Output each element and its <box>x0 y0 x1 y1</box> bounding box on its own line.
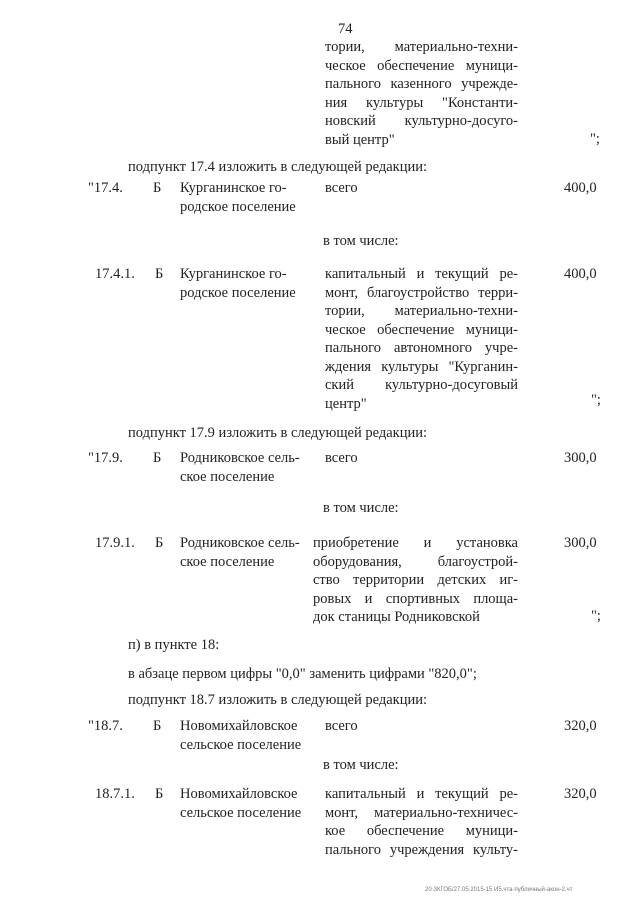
purpose-line: ство территории детских иг- <box>313 572 518 588</box>
purpose-line: монт, материально-техничес- <box>325 804 518 821</box>
item-p: п) в пункте 18: <box>128 637 220 653</box>
row-17-9-1-number: 17.9.1. <box>95 535 135 551</box>
row-18-7-number: "18.7. <box>88 718 123 734</box>
purpose-line: центр" <box>325 395 367 412</box>
row-17-9-number: "17.9. <box>88 450 123 466</box>
name-line: Новомихайловское <box>180 718 298 734</box>
instruction-17-4: подпункт 17.4 изложить в следующей редакции: <box>128 159 428 175</box>
row-18-7-purpose: всего <box>325 718 358 734</box>
row-17-4-1-category: Б <box>155 266 164 282</box>
name-line: Новомихайловское <box>180 786 298 802</box>
name-line: ское поселение <box>180 468 275 485</box>
purpose-line: пального автономного учре- <box>325 340 518 356</box>
purpose-line: пального учреждения культу- <box>325 841 518 858</box>
row-18-7-1-purpose <box>325 785 518 859</box>
purpose-line: капитальный и текущий ре- <box>325 786 518 802</box>
row-18-7-1-name <box>180 785 301 822</box>
purpose-line: ческое обеспечение муници- <box>325 321 518 338</box>
row-18-7-1-number: 18.7.1. <box>95 786 135 802</box>
row-17-4-name <box>180 179 296 216</box>
row-18-7-name <box>180 717 301 754</box>
row-17-9-purpose: всего <box>325 450 358 466</box>
name-line: сельское поселение <box>180 736 302 753</box>
instruction-18-7: подпункт 18.7 изложить в следующей редакции: <box>128 692 428 708</box>
row-18-7-category: Б <box>153 718 162 734</box>
including-label-3: в том числе: <box>323 757 399 773</box>
purpose-line: капитальный и текущий ре- <box>325 266 518 282</box>
row-17-9-1-amount: 300,0 <box>564 535 597 551</box>
row-17-4-1-name <box>180 265 296 302</box>
row-17-4-amount: 400,0 <box>564 180 597 196</box>
purpose-line: ждения культуры "Курганин- <box>325 358 518 375</box>
fragment-line: тории, материально-техни- <box>325 39 518 55</box>
name-line: сельское поселение <box>180 804 302 821</box>
row-17-9-1-purpose <box>313 534 518 627</box>
row-17-4-category: Б <box>153 180 162 196</box>
fragment-line: ния культуры "Константи- <box>325 94 518 111</box>
name-line: Курганинское го- <box>180 180 287 196</box>
purpose-line: тории, материально-техни- <box>325 303 518 319</box>
row-17-9-1-end-mark: "; <box>591 608 601 624</box>
item-p-sub: в абзаце первом цифры "0,0" заменить цифрами "820,0"; <box>128 666 477 682</box>
name-line: Родниковское сель- <box>180 535 300 551</box>
purpose-line: кое обеспечение муници- <box>325 823 518 839</box>
row-17-4-1-amount: 400,0 <box>564 266 597 282</box>
purpose-line: монт, благоустройство терри- <box>325 284 518 301</box>
row-17-4-1-number: 17.4.1. <box>95 266 135 282</box>
row-18-7-1-category: Б <box>155 786 164 802</box>
fragment-end-mark: "; <box>590 131 600 147</box>
row-17-9-1-name <box>180 534 300 571</box>
instruction-17-9: подпункт 17.9 изложить в следующей редакции: <box>128 425 428 441</box>
row-17-4-number: "17.4. <box>88 180 123 196</box>
name-line: родское поселение <box>180 198 296 215</box>
name-line: родское поселение <box>180 284 296 301</box>
row-17-9-1-category: Б <box>155 535 164 551</box>
name-line: ское поселение <box>180 553 275 570</box>
fragment-line: ческое обеспечение муници- <box>325 57 518 74</box>
including-label-2: в том числе: <box>323 500 399 516</box>
fragment-line: новский культурно-досуго- <box>325 113 518 129</box>
row-17-4-1-purpose <box>325 265 518 413</box>
purpose-line: ровых и спортивных площа- <box>313 590 518 607</box>
row-17-9-amount: 300,0 <box>564 450 597 466</box>
row-18-7-amount: 320,0 <box>564 718 597 734</box>
row-18-7-1-amount: 320,0 <box>564 786 597 802</box>
including-label-1: в том числе: <box>323 233 399 249</box>
footer-stamp: 20 ЗКГОБ/27.05.2015-15 И5.чта-публичный-акон-2.чт <box>425 887 573 893</box>
purpose-line: док станицы Родниковской <box>313 609 480 625</box>
purpose-line: оборудования, благоустрой- <box>313 553 518 570</box>
fragment-line: пального казенного учрежде- <box>325 76 518 92</box>
purpose-line: ский культурно-досуговый <box>325 377 518 393</box>
row-17-4-1-end-mark: "; <box>591 392 601 408</box>
row-17-9-name <box>180 449 300 486</box>
name-line: Курганинское го- <box>180 266 287 282</box>
fragment-line: вый центр" <box>325 131 395 148</box>
name-line: Родниковское сель- <box>180 450 300 466</box>
purpose-line: приобретение и установка <box>313 535 518 551</box>
page-number: 74 <box>338 21 353 37</box>
row-17-9-category: Б <box>153 450 162 466</box>
row-17-4-purpose: всего <box>325 180 358 196</box>
top-fragment <box>325 38 518 149</box>
